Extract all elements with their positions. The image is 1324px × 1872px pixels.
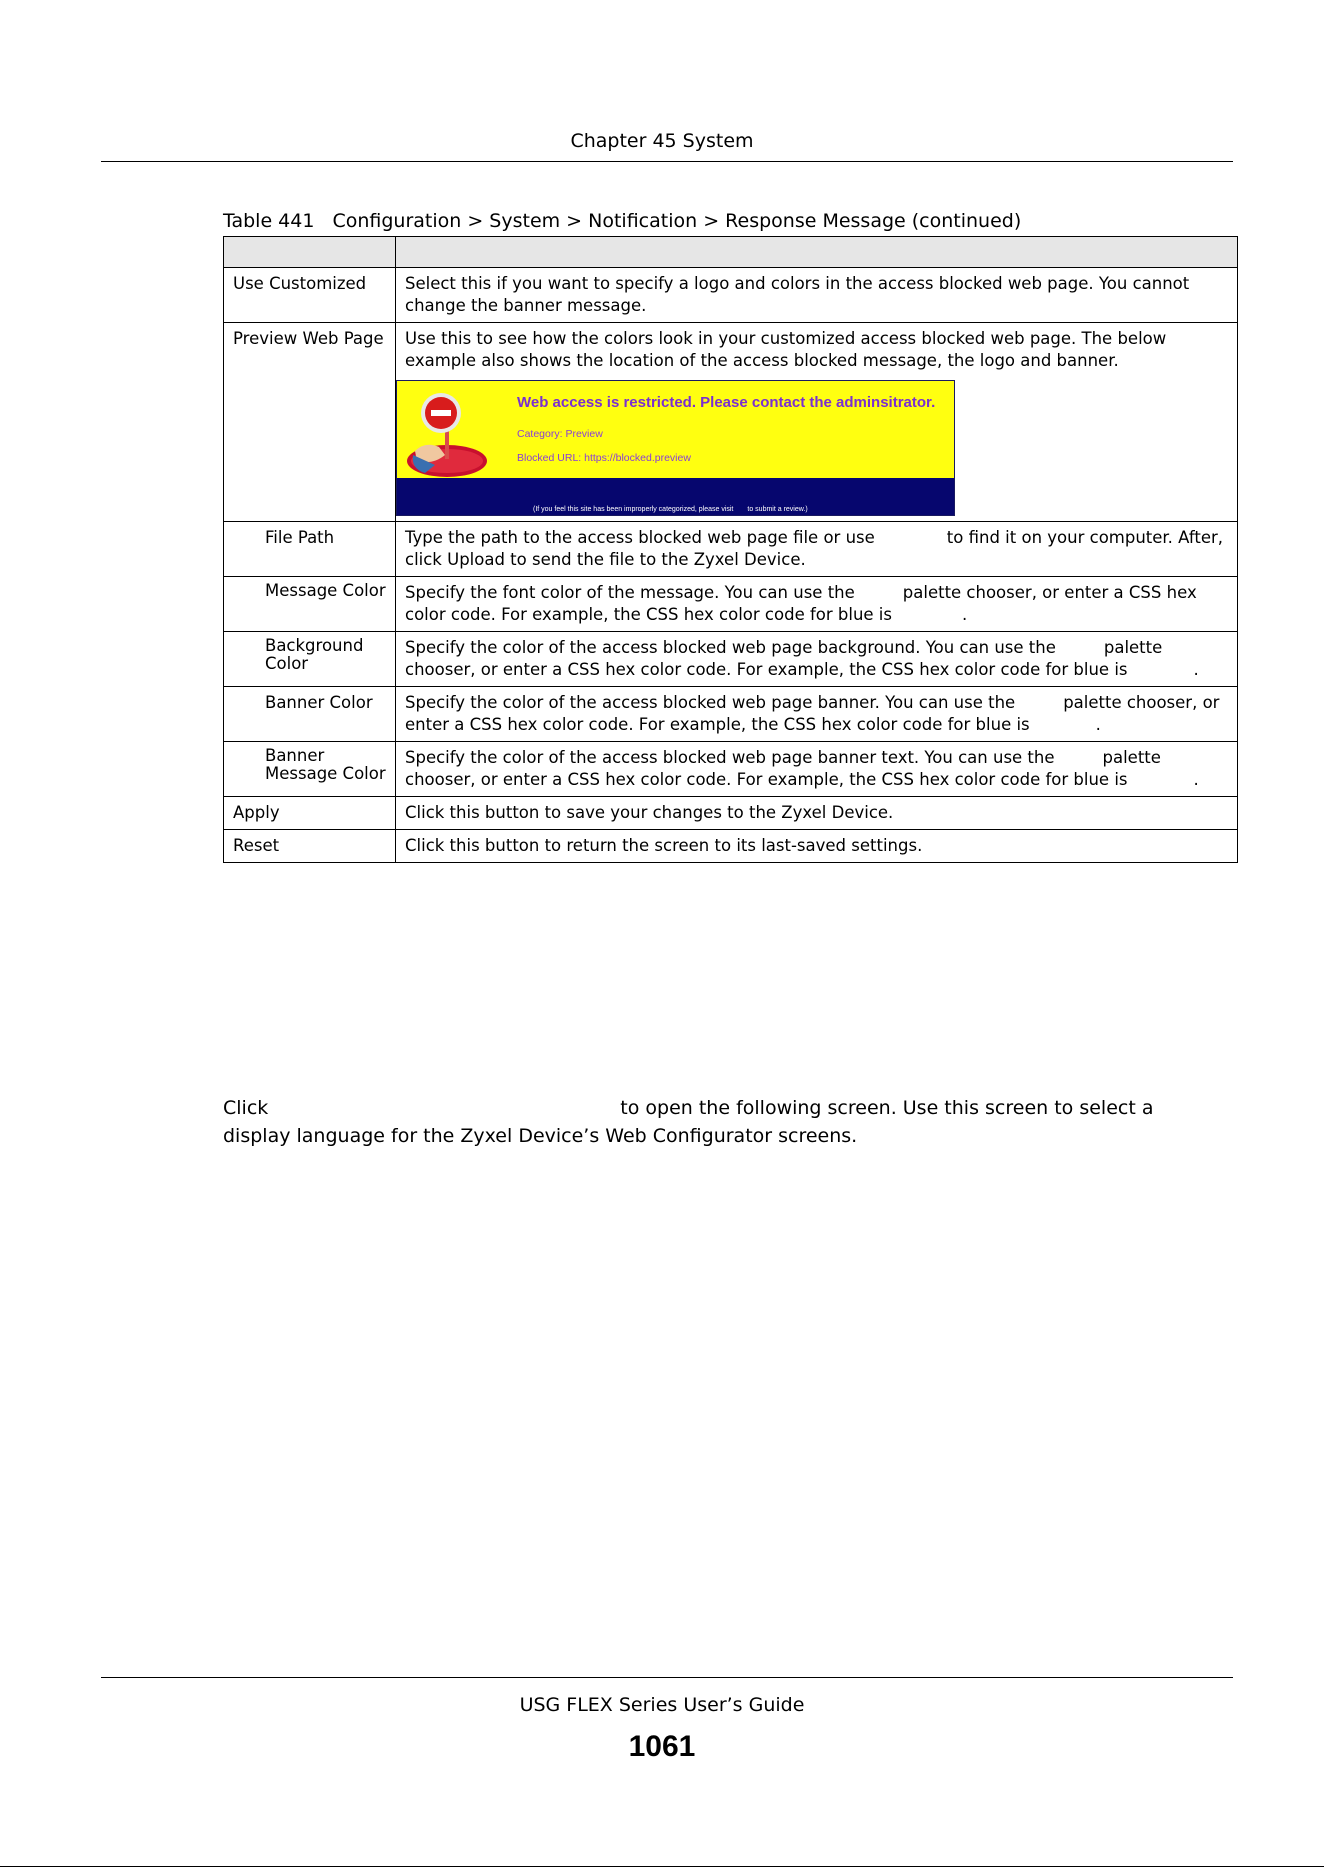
preview-banner-text-start: (If you feel this site has been improperly categorized, please visit bbox=[533, 506, 734, 513]
table-header-row bbox=[224, 237, 1238, 268]
blocked-page-preview bbox=[396, 380, 955, 516]
table-header-description bbox=[396, 237, 1238, 268]
table-caption bbox=[223, 210, 1021, 232]
page-bottom-edge bbox=[0, 1866, 1324, 1867]
table-row bbox=[224, 577, 1238, 632]
response-message-table bbox=[223, 236, 1238, 863]
stop-sign-logo-icon bbox=[405, 389, 489, 479]
row-description-part: palette chooser, or enter a CSS hex color code. For example, the CSS hex color code for blue is bbox=[405, 583, 1197, 624]
row-description-part: Specify the color of the access blocked web page banner. You can use the bbox=[405, 693, 1016, 712]
page-number: 1061 bbox=[628, 1730, 696, 1763]
row-description-part: palette chooser, or enter a CSS hex color code. For example, the CSS hex color code for blue is bbox=[405, 638, 1163, 679]
row-label: Message Color bbox=[224, 577, 396, 632]
row-description: Click this button to save your changes to the Zyxel Device. bbox=[396, 797, 1238, 830]
row-description-part: Specify the color of the access blocked web page banner text. You can use the bbox=[405, 748, 1055, 767]
row-description-part: Specify the color of the access blocked web page background. You can use the bbox=[405, 638, 1056, 657]
row-description bbox=[396, 522, 1238, 577]
preview-banner-text-end: to submit a review.) bbox=[747, 506, 808, 513]
row-label: Preview Web Page bbox=[224, 323, 396, 522]
row-description-text: Use this to see how the colors look in your customized access blocked web page. The below example also shows the location of the access blocked message, the logo and banner. bbox=[405, 329, 1167, 370]
row-description-part: . bbox=[962, 605, 968, 624]
row-description bbox=[396, 742, 1238, 797]
preview-banner-text bbox=[533, 499, 808, 516]
row-description bbox=[396, 323, 1238, 522]
footer-rule bbox=[101, 1677, 1233, 1678]
preview-blocked-url: Blocked URL: https://blocked.preview bbox=[517, 452, 691, 464]
chapter-header: Chapter 45 System bbox=[570, 130, 754, 152]
row-description-part: . bbox=[1193, 770, 1199, 789]
row-description: Click this button to return the screen to its last-saved settings. bbox=[396, 830, 1238, 863]
row-description bbox=[396, 632, 1238, 687]
row-description-part: Specify the font color of the message. You can use the bbox=[405, 583, 855, 602]
row-description bbox=[396, 687, 1238, 742]
body-click-text: Click bbox=[223, 1097, 269, 1119]
preview-message: Web access is restricted. Please contact the adminsitrator. bbox=[517, 394, 936, 411]
preview-banner bbox=[397, 478, 954, 515]
row-label: Reset bbox=[224, 830, 396, 863]
row-description: Select this if you want to specify a logo and colors in the access blocked web page. You cannot change the banner message. bbox=[396, 268, 1238, 323]
row-description-part: Type the path to the access blocked web page file or use bbox=[405, 528, 875, 547]
row-label: Use Customized bbox=[224, 268, 396, 323]
row-description-part: palette chooser, or enter a CSS hex color code. For example, the CSS hex color code for blue is bbox=[405, 693, 1220, 734]
table-row bbox=[224, 797, 1238, 830]
table-header-label bbox=[224, 237, 396, 268]
row-label: Banner Color bbox=[224, 687, 396, 742]
table-title: Configuration > System > Notification > Response Message (continued) bbox=[332, 210, 1022, 232]
table-row bbox=[224, 268, 1238, 323]
preview-category: Category: Preview bbox=[517, 428, 603, 440]
header-rule bbox=[101, 161, 1233, 162]
row-description-part: . bbox=[1095, 715, 1101, 734]
row-label: Banner Message Color bbox=[224, 742, 396, 797]
row-label: Apply bbox=[224, 797, 396, 830]
row-label: Background Color bbox=[224, 632, 396, 687]
table-row bbox=[224, 522, 1238, 577]
body-rest-text: to open the following screen. Use this screen to select a display language for the Zyxel Device’s Web Configurator screens. bbox=[223, 1097, 1154, 1147]
row-label: File Path bbox=[224, 522, 396, 577]
table-row bbox=[224, 632, 1238, 687]
table-row bbox=[224, 830, 1238, 863]
table-row bbox=[224, 323, 1238, 522]
table-row bbox=[224, 687, 1238, 742]
row-description-part: to find it on your computer. After, click Upload to send the file to the Zyxel Device. bbox=[405, 528, 1224, 569]
body-paragraph bbox=[223, 1094, 1183, 1150]
table-row bbox=[224, 742, 1238, 797]
table-number: Table 441 bbox=[223, 210, 315, 232]
row-description bbox=[396, 577, 1238, 632]
row-description-part: . bbox=[1193, 660, 1199, 679]
row-description-part: palette chooser, or enter a CSS hex color code. For example, the CSS hex color code for blue is bbox=[405, 748, 1161, 789]
guide-title: USG FLEX Series User’s Guide bbox=[519, 1694, 805, 1716]
